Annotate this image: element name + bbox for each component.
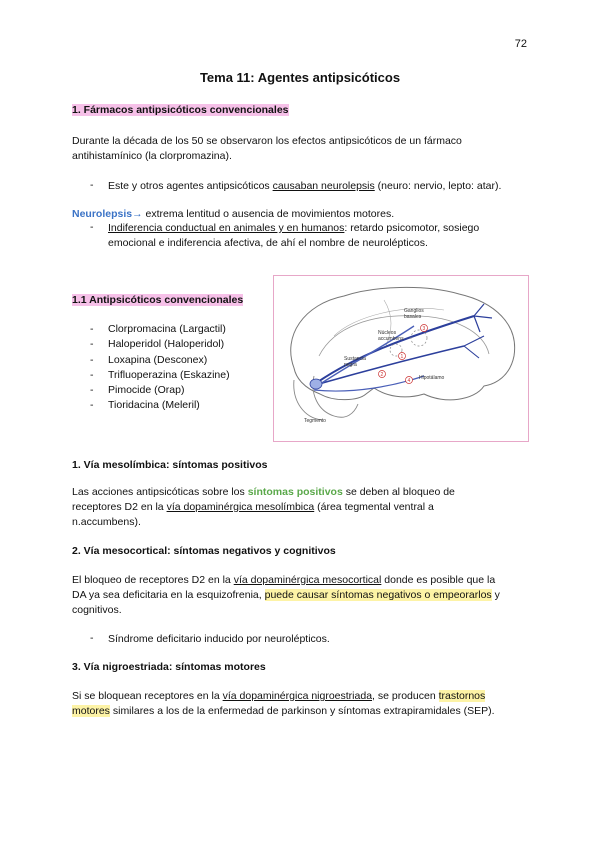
drug-list [90,322,230,414]
label-accumbens: accumbens [378,336,404,342]
bullet-dash: - [90,368,94,381]
bullet-dash: - [90,399,94,412]
via2-heading: 2. Vía mesocortical: síntomas negativos y cognitivos [72,545,336,557]
text: receptores D2 en la [72,501,167,513]
text: y [491,589,500,601]
list-item [90,398,230,413]
highlighted-term: síntomas positivos [247,486,343,498]
bullet-dash: - [90,384,94,397]
svg-text:2: 2 [380,372,384,378]
section-heading [72,104,289,116]
list-item [90,368,230,383]
via3-paragraph [72,689,532,719]
text: (área tegmental ventral a [314,501,434,513]
bullet-dash: - [90,353,94,366]
via1-paragraph [72,485,532,530]
svg-text:1: 1 [400,354,404,360]
midbrain-nuclei [310,379,322,389]
drug-name: Loxapina (Desconex) [108,353,208,366]
pathway-marker [399,353,406,361]
text: (neuro: nervio, lepto: atar). [374,180,502,192]
text: , se producen [372,690,439,702]
drug-name: Trifluoperazina (Eskazine) [108,368,230,381]
text: similares a los de la enfermedad de parkinson y síntomas extrapiramidales (SEP). [109,705,495,717]
bullet-dash: - [90,338,94,351]
drug-name: Clorpromacina (Largactil) [108,323,226,335]
underlined-text: vía dopaminérgica mesolímbica [166,501,315,513]
label-negra: negra [344,362,357,368]
bullet-dash: - [90,179,94,191]
indiferencia-bullet [108,221,528,251]
via2-bullet: Síndrome deficitario inducido por neurolépticos. [108,633,330,645]
label-nucleos: Núcleos [378,330,397,336]
intro-line: Durante la década de los 50 se observaron los efectos antipsicóticos de un fármaco [72,135,462,147]
bullet-dash: - [90,221,94,233]
highlighted-text: puede causar síntomas negativos o empeorarlos [264,589,492,601]
underlined-text: causaban neurolepsis [272,180,375,192]
term-neurolepsis: Neurolepsis→ [72,208,143,220]
text: emocional e indiferencia afectiva, de ahí el nombre de neurolépticos. [108,237,428,249]
brain-fold [319,316,489,356]
underlined-text: Indiferencia conductual en animales y en humanos [108,222,345,234]
label-hipotalamo: Hipotálamo [419,375,445,381]
intro-paragraph [72,134,532,164]
mesocortical-pathway [312,316,474,386]
list-item [90,322,230,337]
definition-text: extrema lentitud o ausencia de movimientos motores. [142,208,395,220]
bullet-dash: - [90,632,94,644]
cortical-projection [474,304,492,332]
label-ganglios: Ganglios [404,308,424,314]
text: : retardo psicomotor, sosiego [344,222,480,234]
highlighted-text: motores [72,705,110,717]
intro-line: antihistamínico (la clorpromazina). [72,150,232,162]
svg-text:3: 3 [422,326,426,332]
pathway-marker [379,371,386,379]
subsection-heading [72,294,243,306]
text: Este y otros agentes antipsicóticos [108,180,273,192]
neurolepsis-bullet [108,179,528,194]
text: El bloqueo de receptores D2 en la [72,574,234,586]
pathway-marker [406,377,413,385]
drug-name: Tioridacina (Meleril) [108,399,200,412]
drug-name: Pimocide (Orap) [108,384,185,397]
text: Las acciones antipsicóticas sobre los [72,486,248,498]
list-item [90,383,230,398]
label-tegmento: Tegmento [304,418,326,424]
via1-heading: 1. Vía mesolímbica: síntomas positivos [72,459,268,471]
underlined-text: vía dopaminérgica mesocortical [233,574,382,586]
brain-dopamine-pathways-figure [273,275,529,442]
drug-name: Haloperidol (Haloperidol) [108,338,225,351]
label-sustancia: Sustancia [344,356,366,362]
via3-heading: 3. Vía nigroestriada: síntomas motores [72,661,266,673]
highlighted-text: trastornos [438,690,486,702]
list-item [90,353,230,368]
page-title: Tema 11: Agentes antipsicóticos [199,70,401,85]
text: donde es posible que la [381,574,496,586]
text: n.accumbens). [72,516,141,528]
text: cognitivos. [72,604,122,616]
via2-paragraph [72,573,532,618]
label-basales: basales [404,314,422,320]
subsection-heading-text: 1.1 Antipsicóticos convencionales [72,294,244,306]
underlined-text: vía dopaminérgica nigroestriada [222,690,373,702]
section-heading-text: 1. Fármacos antipsicóticos convencionales [72,104,289,116]
pathway-marker [421,325,428,333]
list-item [90,337,230,352]
bullet-dash: - [90,323,94,335]
brain-diagram [274,276,528,441]
text: se deben al bloqueo de [342,486,455,498]
text: Si se bloquean receptores en la [72,690,223,702]
neurolepsis-definition [72,207,532,222]
text: DA ya sea deficitaria en la esquizofrenia, [72,589,265,601]
page-number: 72 [514,38,527,50]
svg-text:4: 4 [407,378,411,384]
